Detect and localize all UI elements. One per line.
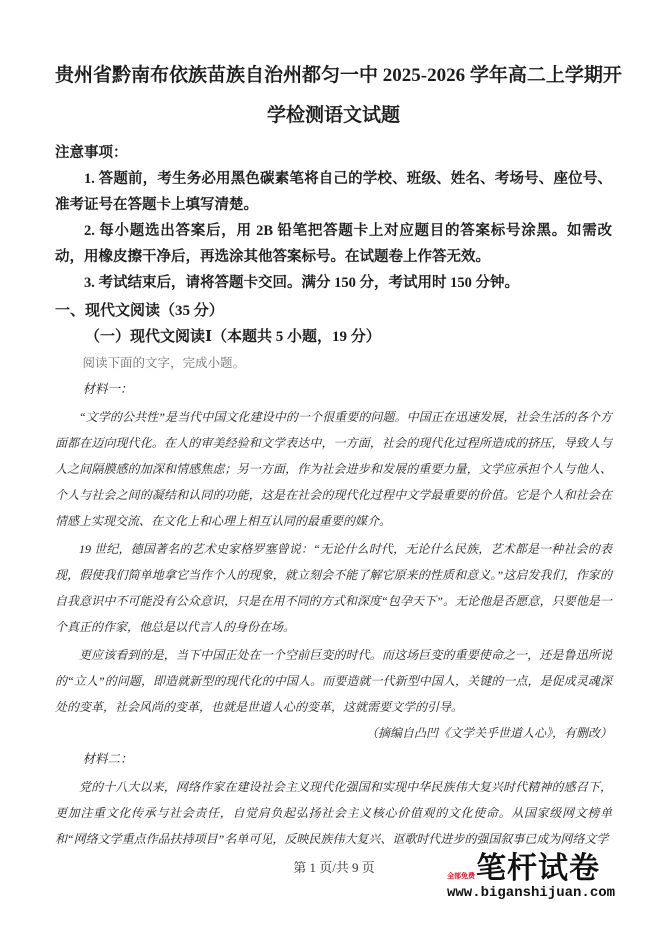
notice-item-2: 2. 每小题选出答案后，用 2B 铅笔把答题卡上对应题目的答案标号涂黑。如需改动，用橡皮擦干净后，再选涂其他答案标号。在试题卷上作答无效。 bbox=[55, 223, 612, 265]
document-title-line-2: 学检测语文试题 bbox=[266, 105, 400, 126]
watermark-website-url: www.biganshijuan.com bbox=[447, 884, 616, 901]
subsection-heading-reading-1: （一）现代文阅读Ⅰ（本题共 5 小题，19 分） bbox=[85, 329, 381, 345]
publisher-watermark bbox=[447, 853, 622, 901]
material-2-paragraph-1: 党的十八大以来，网络作家在建设社会主义现代化强国和实现中华民族伟大复兴时代精神的感召下，更加注重文化传承与社会责任，自觉肩负起弘扬社会主义核心价值观的文化使命。从国家级网文榜单和“网络文学重点作品扶持项目”名单可见，反映民族伟大复兴、讴歌时代进步的强国叙事已成为网络文学 bbox=[55, 780, 612, 846]
publisher-watermark-top bbox=[447, 853, 622, 885]
notice-item-1: 1. 答题前，考生务必用黑色碳素笔将自己的学校、班级、姓名、考场号、座位号、准考证号在答题卡上填写清楚。 bbox=[55, 171, 612, 213]
material-1-paragraph-2: 19 世纪，德国著名的艺术史家格罗塞曾说：“无论什么时代，无论什么民族，艺术都是一种社会的表现，假使我们简单地拿它当作个人的现象，就立刻会不能了解它原来的性质和意义。”这启发我们，作家的自我意识中不可能没有公众意识，只是在用不同的方式和深度“包孕天下”。无论他是否愿意，只要他是一个真正的作家，他总是以代言人的身份在场。 bbox=[55, 542, 612, 634]
material-1-paragraph-1: “文学的公共性”是当代中国文化建设中的一个很重要的问题。中国正在迅速发展，社会生活的各个方面都在迈向现代化。在人的审美经验和文学表达中，一方面，社会的现代化过程所造成的挤压，导致人与人之间隔膜感的加深和情感焦虑；另一方面，作为社会进步和发展的重要力量，文学应承担个人与他人、个人与社会之间的凝结和认同的功能，这是在社会的现代化过程中文学最重要的价值。它是个人和社会在情感上实现交流、在文化上和心理上相互认同的最重要的媒介。 bbox=[55, 410, 612, 528]
material-1-attribution: （摘编自凸凹《文学关乎世道人心》，有删改） bbox=[365, 726, 612, 740]
material-1-label: 材料一： bbox=[82, 382, 133, 396]
notice-item-3: 3. 考试结束后，请将答题卡交回。满分 150 分，考试用时 150 分钟。 bbox=[84, 275, 519, 291]
document-title-line-1: 贵州省黔南布依族苗族自治州都匀一中 2025-2026 学年高二上学期开 bbox=[55, 65, 622, 86]
reading-prompt: 阅读下面的文字，完成小题。 bbox=[82, 356, 246, 370]
notice-label: 注意事项： bbox=[55, 145, 128, 161]
watermark-brand-name: 笔杆试卷 bbox=[476, 852, 600, 885]
document-title bbox=[55, 56, 622, 136]
material-1-paragraph-3: 更应该看到的是，当下中国正处在一个空前巨变的时代。而这场巨变的重要使命之一，还是鲁迅所说的“立人”的问题，即造就新型的现代化的中国人。而要造就一代新型中国人，关键的一点，是促成灵魂深处的变革，社会风尚的变革，也就是世道人心的变革，这就需要文学的引导。 bbox=[55, 648, 612, 714]
material-2-label: 材料二： bbox=[82, 752, 133, 766]
page-number-indicator: 第 1 页/共 9 页 bbox=[293, 860, 375, 875]
watermark-tagline: 全部免费 bbox=[447, 872, 475, 880]
section-heading-modern-reading: 一、现代文阅读（35 分） bbox=[55, 303, 224, 319]
